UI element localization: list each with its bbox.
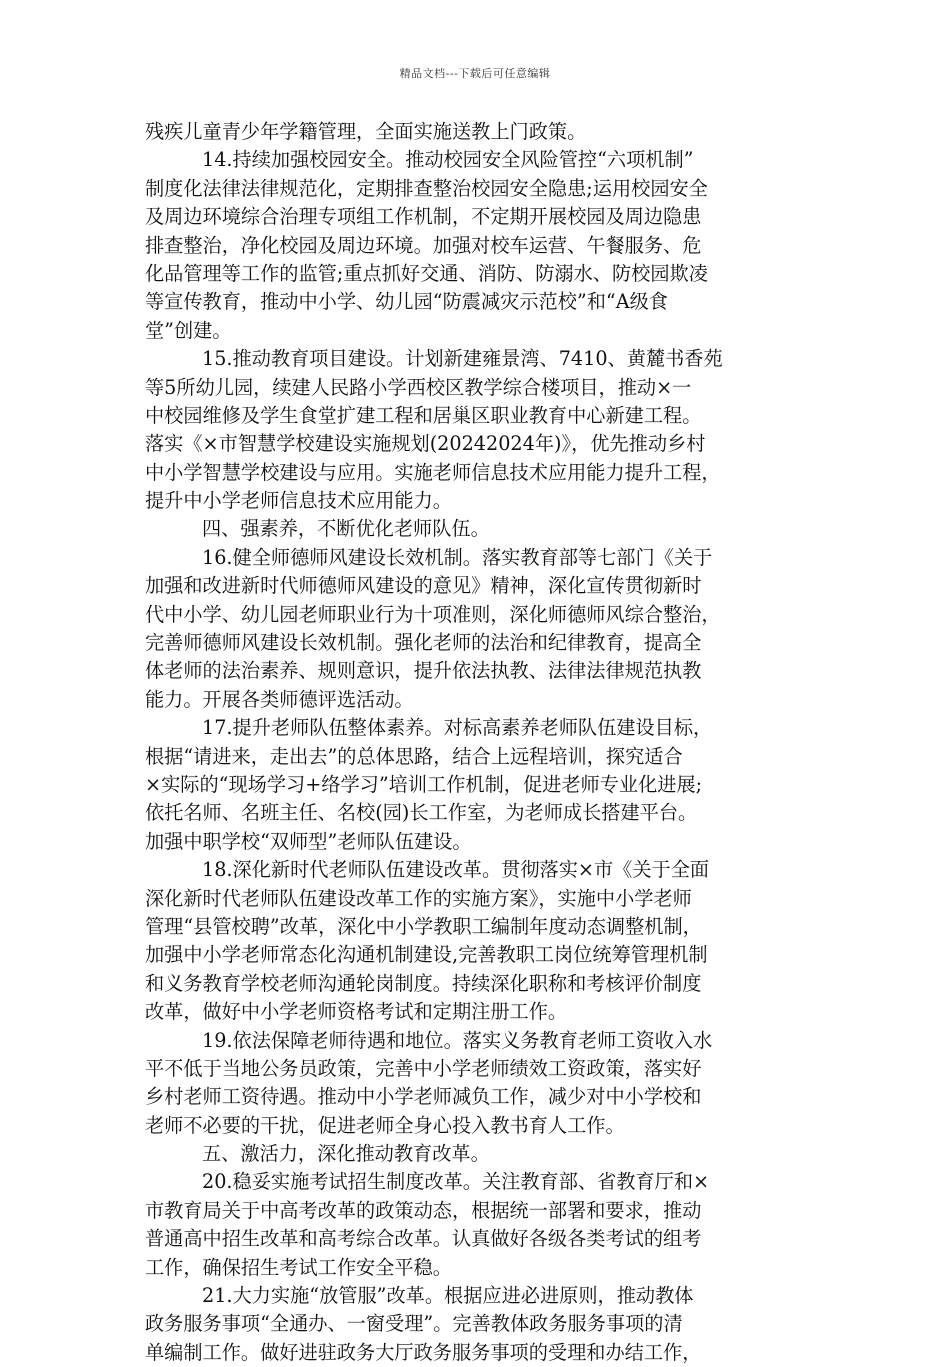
text-line: 加强中小学老师常态化沟通机制建设,完善教职工岗位统筹管理机制 [145,943,708,967]
text-line: 残疾儿童青少年学籍管理，全面实施送教上门政策。 [145,120,587,143]
text-line: 单编制工作。做好进驻政务大厅政务服务事项的受理和办结工作， [145,1340,702,1364]
text-line: 改革，做好中小学老师资格考试和定期注册工作。 [145,1000,568,1024]
text-line: 体老师的法治素养、规则意识，提升依法执教、法律法律规范执教 [145,659,702,683]
text-line: 政务服务事项“全通办、一窗受理”。完善教体政务服务事项的清 [145,1312,683,1336]
text-line: 普通高中招生改革和高考综合改革。认真做好各级各类考试的组考 [145,1227,702,1251]
text-line: 和义务教育学校老师沟通轮岗制度。持续深化职称和考核评价制度 [145,971,702,995]
text-line: 完善师德师风建设长效机制。强化老师的法治和纪律教育，提高全 [145,631,702,655]
paragraph-first-line: 19.依法保障老师待遇和地位。落实义务教育老师工资收入水 [202,1028,713,1052]
page-header: 精品文档---下载后可任意编辑 [399,67,551,80]
text-line: 加强和改进新时代师德师风建设的意见》精神，深化宣传贯彻新时 [145,574,702,598]
text-line: 代中小学、幼儿园老师职业行为十项准则，深化师德师风综合整治， [145,602,721,626]
text-line: 制度化法律法律规范化，定期排查整治校园安全隐患;运用校园安全 [145,176,708,200]
text-line: 等5所幼儿园，续建人民路小学西校区教学综合楼项目，推动×一 [145,375,692,399]
text-line: 平不低于当地公务员政策，完善中小学老师绩效工资政策，落实好 [145,1056,702,1080]
text-line: 落实《×市智慧学校建设实施规划(20242024年)》，优先推动乡村 [145,432,706,456]
text-line: 等宣传教育，推动中小学、幼儿园“防震减灾示范校”和“A级食 [145,290,668,314]
text-line: 依托名师、名班主任、名校(园)长工作室，为老师成长搭建平台。 [145,801,698,825]
text-line: 及周边环境综合治理专项组工作机制，不定期开展校园及周边隐患 [145,205,702,229]
paragraph-first-line: 21.大力实施“放管服”改革。根据应进必进原则，推动教体 [202,1284,694,1308]
text-line: 工作，确保招生考试工作安全平稳。 [145,1255,452,1279]
text-line: 乡村老师工资待遇。推动中小学老师减负工作，减少对中小学校和 [145,1085,702,1109]
text-line: ×实际的“现场学习+络学习”培训工作机制，促进老师专业化进展; [145,772,703,796]
paragraph-first-line: 15.推动教育项目建设。计划新建雍景湾、7410、黄麓书香苑 [202,347,723,371]
section-heading: 五、激活力，深化推动教育改革。 [202,1142,490,1166]
document-body [145,118,810,1367]
paragraph-first-line: 20.稳妥实施考试招生制度改革。关注教育部、省教育厅和× [202,1170,710,1194]
text-line: 排查整治，净化校园及周边环境。加强对校车运营、午餐服务、危 [145,233,702,257]
paragraph-first-line: 18.深化新时代老师队伍建设改革。贯彻落实×市《关于全面 [202,858,710,882]
text-line: 化品管理等工作的监管;重点抓好交通、消防、防溺水、防校园欺凌 [145,261,708,285]
text-line: 管理“县管校聘”改革，深化中小学教职工编制年度动态调整机制， [145,914,702,938]
text-line: 中校园维修及学生食堂扩建工程和居巢区职业教育中心新建工程。 [145,403,702,427]
paragraph-first-line: 14.持续加强校园安全。推动校园安全风险管控“六项机制” [202,148,694,172]
paragraph-first-line: 17.提升老师队伍整体素养。对标高素养老师队伍建设目标， [202,716,713,740]
text-line: 中小学智慧学校建设与应用。实施老师信息技术应用能力提升工程， [145,460,721,484]
text-line: 堂”创建。 [145,318,232,342]
text-line: 深化新时代老师队伍建设改革工作的实施方案》，实施中小学老师 [145,886,692,910]
paragraph-first-line: 16.健全师德师风建设长效机制。落实教育部等七部门《关于 [202,545,713,569]
section-heading: 四、强素养，不断优化老师队伍。 [202,517,490,541]
text-line: 根据“请进来，走出去”的总体思路，结合上远程培训，探究适合 [145,744,683,768]
text-line: 市教育局关于中高考改革的政策动态，根据统一部署和要求，推动 [145,1198,702,1222]
text-line: 能力。开展各类师德评选活动。 [145,687,414,711]
text-line: 提升中小学老师信息技术应用能力。 [145,489,452,513]
text-line: 老师不必要的干扰，促进老师全身心投入教书育人工作。 [145,1113,625,1137]
text-line: 加强中职学校“双师型”老师队伍建设。 [145,829,472,853]
